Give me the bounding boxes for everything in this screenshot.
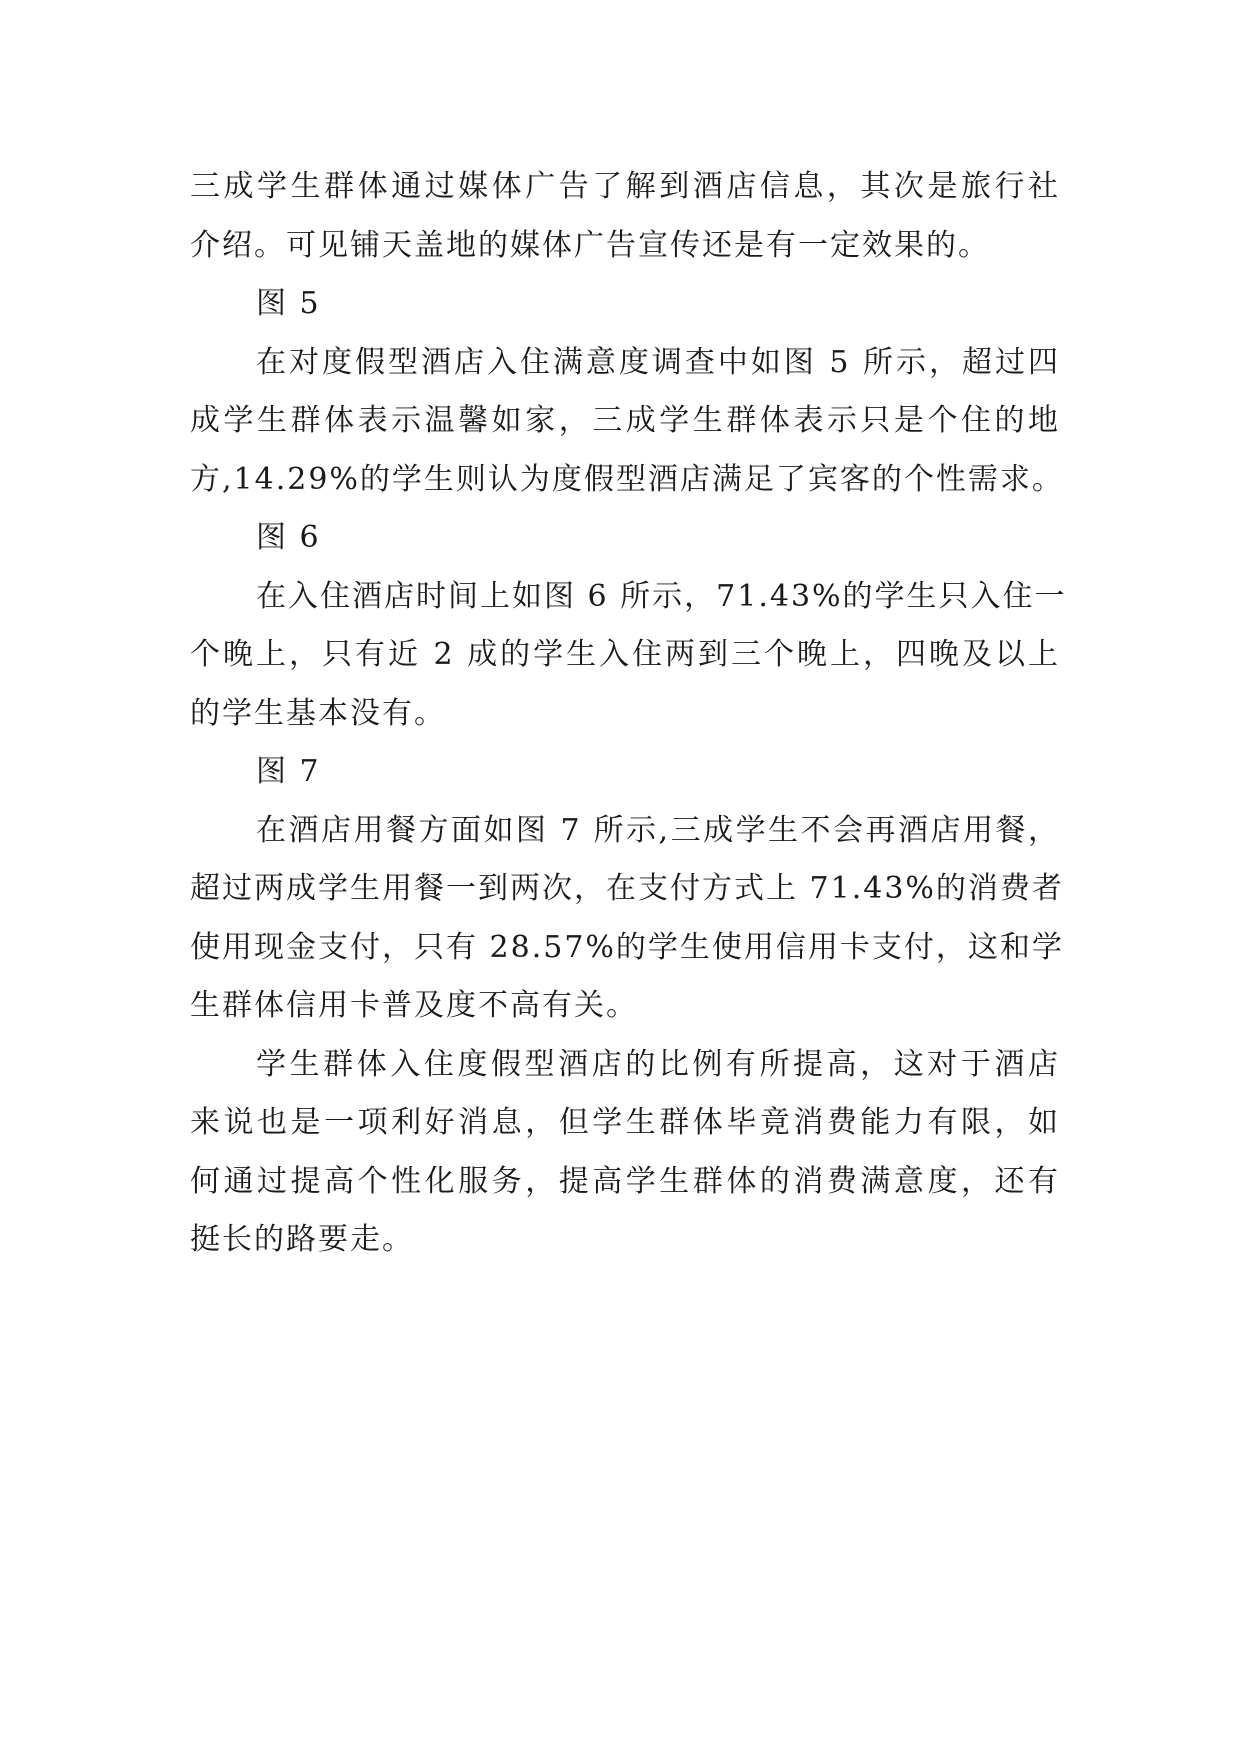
paragraph-5: [190, 1036, 1060, 1270]
text-line: 方,14.29%的学生则认为度假型酒店满足了宾客的个性需求。: [190, 461, 1064, 497]
text-line: 在对度假型酒店入住满意度调查中如图 5 所示，超过四: [256, 344, 1060, 380]
paragraph-3: [190, 568, 1067, 744]
text-line: 超过两成学生用餐一到两次，在支付方式上 71.43%的消费者: [190, 871, 1064, 906]
paragraph-1: [190, 158, 1060, 275]
text-line: 介绍。可见铺天盖地的媒体广告宣传还是有一定效果的。: [190, 227, 990, 263]
text-line: 学生群体入住度假型酒店的比例有所提高，这对于酒店: [256, 1046, 1060, 1082]
document-body: [190, 158, 1067, 1270]
text-line: 三成学生群体通过媒体广告了解到酒店信息，其次是旅行社: [190, 169, 1060, 204]
figure-label-5: 图 5: [256, 286, 321, 321]
text-line: 挺长的路要走。: [190, 1222, 414, 1257]
text-line: 使用现金支付，只有 28.57%的学生使用信用卡支付，这和学: [190, 929, 1064, 965]
paragraph-2: [190, 334, 1064, 510]
figure-label-7: 图 7: [256, 754, 321, 789]
text-line: 个晚上，只有近 2 成的学生入住两到三个晚上，四晚及以上: [190, 637, 1060, 672]
text-line: 的学生基本没有。: [190, 695, 446, 731]
text-line: 来说也是一项利好消息，但学生群体毕竟消费能力有限，如: [190, 1105, 1060, 1140]
text-line: 生群体信用卡普及度不高有关。: [190, 988, 638, 1023]
text-line: 何通过提高个性化服务，提高学生群体的消费满意度，还有: [190, 1163, 1060, 1199]
text-line: 在酒店用餐方面如图 7 所示,三成学生不会再酒店用餐，: [256, 812, 1060, 848]
text-line: 成学生群体表示温馨如家，三成学生群体表示只是个住的地: [190, 403, 1060, 438]
text-line: 在入住酒店时间上如图 6 所示，71.43%的学生只入住一: [256, 578, 1067, 614]
paragraph-4: [190, 802, 1064, 1036]
figure-label-6: 图 6: [256, 520, 321, 555]
